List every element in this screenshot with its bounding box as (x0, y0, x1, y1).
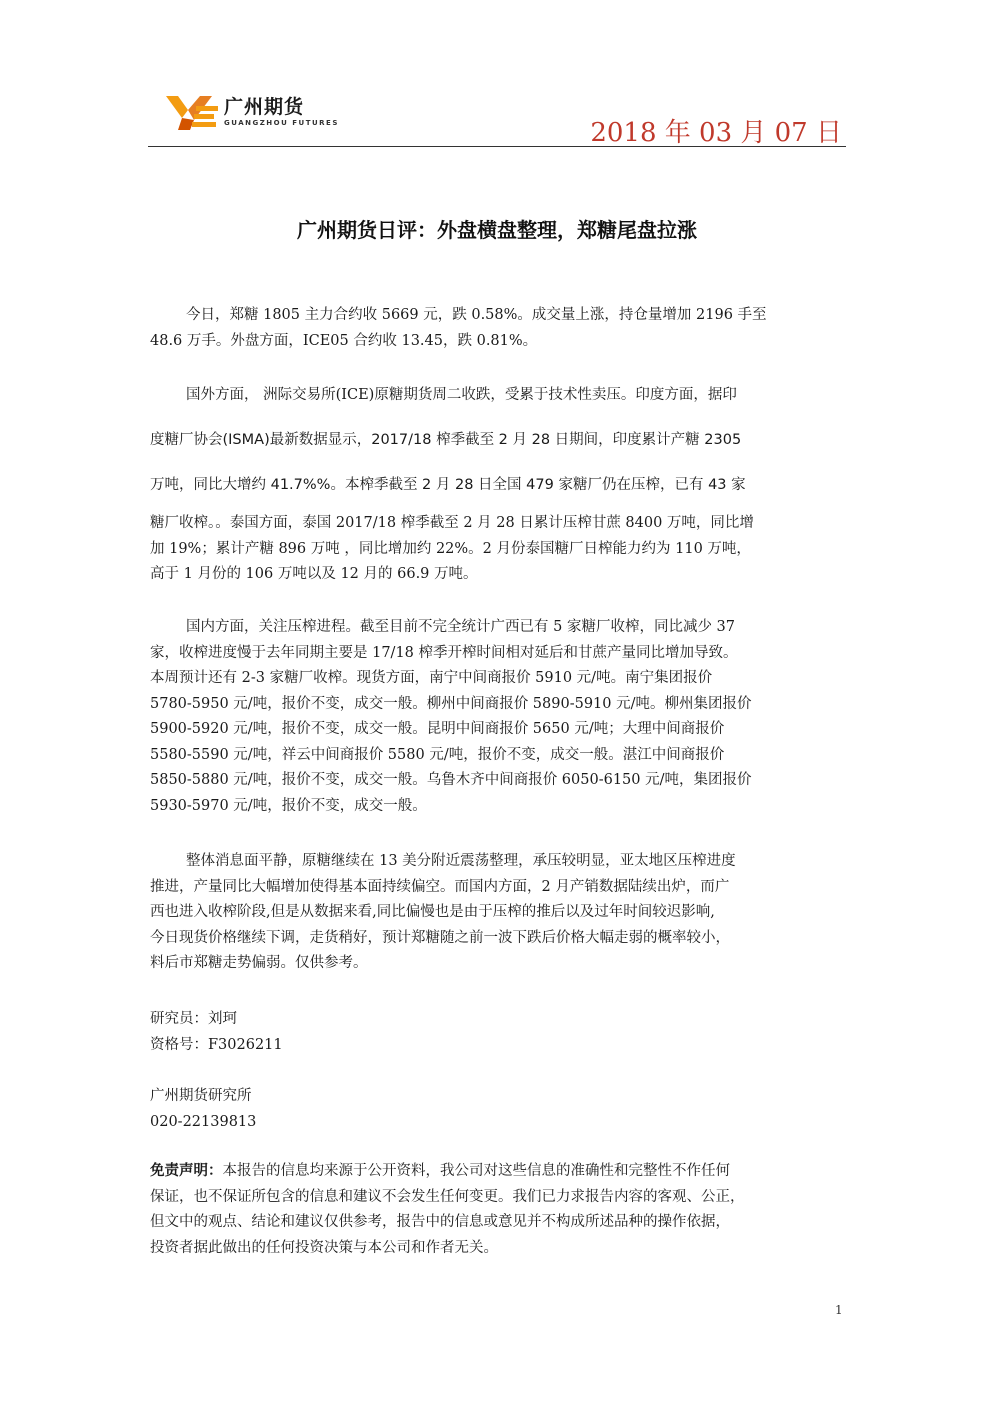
paragraph-line: 本周预计还有 2-3 家糖厂收榨。现货方面，南宁中间商报价 5910 元/吨。南宁集团报价 (150, 670, 713, 686)
disclaimer (150, 1159, 844, 1261)
paragraph-line: 5930-5970 元/吨，报价不变，成交一般。 (150, 797, 427, 814)
paragraph-line: 高于 1 月份的 106 万吨以及 12 月的 66.9 万吨。 (150, 566, 478, 582)
paragraph-overseas (150, 373, 844, 508)
report-title: 广州期货日评：外盘横盘整理，郑糖尾盘拉涨 (297, 218, 697, 242)
paragraph-line: 国内方面，关注压榨进程。截至目前不完全统计广西已有 5 家糖厂收榨，同比减少 37 (186, 619, 736, 635)
company-logo (166, 90, 366, 138)
paragraph-line: 家，收榨进度慢于去年同期主要是 17/18 榨季开榨时间相对延后和甘蔗产量同比增加导致。 (150, 644, 738, 661)
paragraph-line: 48.6 万手。外盘方面，ICE05 合约收 13.45，跌 0.81%。 (150, 332, 538, 349)
page-number: 1 (835, 1303, 843, 1317)
institute-name: 广州期货研究所 (150, 1088, 252, 1104)
researcher-info (150, 1006, 283, 1058)
paragraph-line: 国外方面， 洲际交易所(ICE)原糖期货周二收跌，受累于技术性卖压。印度方面，据印 (186, 387, 737, 403)
researcher-name: 研究员：刘珂 (150, 1011, 237, 1027)
paragraph-line: 度糖厂协会(ISMA)最新数据显示，2017/18 榨季截至 2 月 28 日期间，印度累计产糖 2305 (150, 432, 742, 448)
header-divider (148, 146, 846, 147)
disclaimer-text: 投资者据此做出的任何投资决策与本公司和作者无关。 (150, 1239, 498, 1256)
logo-chinese-name: 广州期货 (224, 96, 305, 118)
page-header (148, 78, 846, 148)
disclaimer-text: 保证，也不保证所包含的信息和建议不会发生任何变更。我们已力求报告内容的客观、公正， (150, 1188, 745, 1205)
paragraph-line: 5580-5590 元/吨，祥云中间商报价 5580 元/吨，报价不变，成交一般。湛江中间商报价 (150, 746, 725, 763)
paragraph-line: 5850-5880 元/吨，报价不变，成交一般。乌鲁木齐中间商报价 6050-6150 元/吨，集团报价 (150, 772, 752, 788)
paragraph-thailand (150, 511, 844, 588)
paragraph-line: 西也进入收榨阶段,但是从数据来看,同比偏慢也是由于压榨的推后以及过年时间较迟影响, (150, 904, 715, 920)
institute-info (150, 1083, 256, 1135)
paragraph-outlook (150, 849, 844, 977)
logo-mark-icon (166, 92, 220, 132)
logo-english-name: GUANGZHOU FUTURES (224, 119, 339, 127)
paragraph-line: 5780-5950 元/吨，报价不变，成交一般。柳州中间商报价 5890-5910 元/吨。柳州集团报价 (150, 695, 752, 712)
certificate-number: 资格号：F3026211 (150, 1037, 283, 1053)
paragraph-line: 今日，郑糖 1805 主力合约收 5669 元，跌 0.58%。成交量上涨，持仓量增加 2196 手至 (186, 307, 767, 323)
paragraph-line: 糖厂收榨。。泰国方面，泰国 2017/18 榨季截至 2 月 28 日累计压榨甘蔗 8400 万吨，同比增 (150, 515, 754, 531)
paragraph-line: 推进，产量同比大幅增加使得基本面持续偏空。而国内方面，2 月产销数据陆续出炉，而广 (150, 878, 730, 895)
paragraph-line: 整体消息面平静，原糖继续在 13 美分附近震荡整理，承压较明显，亚太地区压榨进度 (186, 853, 736, 869)
report-date: 2018 年 03 月 07 日 (590, 118, 842, 148)
paragraph-market-summary (150, 303, 844, 354)
paragraph-line: 万吨，同比大增约 41.7%%。本榨季截至 2 月 28 日全国 479 家糖厂仍在压榨，已有 43 家 (150, 477, 746, 493)
paragraph-line: 今日现货价格继续下调，走货稍好，预计郑糖随之前一波下跌后价格大幅走弱的概率较小， (150, 929, 730, 946)
institute-phone: 020-22139813 (150, 1114, 257, 1130)
disclaimer-label: 免责声明： (150, 1163, 223, 1179)
paragraph-line: 5900-5920 元/吨，报价不变，成交一般。昆明中间商报价 5650 元/吨；大理中间商报价 (150, 721, 725, 737)
paragraph-line: 料后市郑糖走势偏弱。仅供参考。 (150, 955, 368, 971)
paragraph-line: 加 19%；累计产糖 896 万吨 ，同比增加约 22%。2 月份泰国糖厂日榨能力约为 110 万吨， (150, 540, 751, 557)
disclaimer-text: 但文中的观点、结论和建议仅供参考，报告中的信息或意见并不构成所述品种的操作依据， (150, 1214, 730, 1230)
paragraph-domestic (150, 615, 844, 819)
disclaimer-text: 本报告的信息均来源于公开资料，我公司对这些信息的准确性和完整性不作任何 (222, 1163, 730, 1179)
